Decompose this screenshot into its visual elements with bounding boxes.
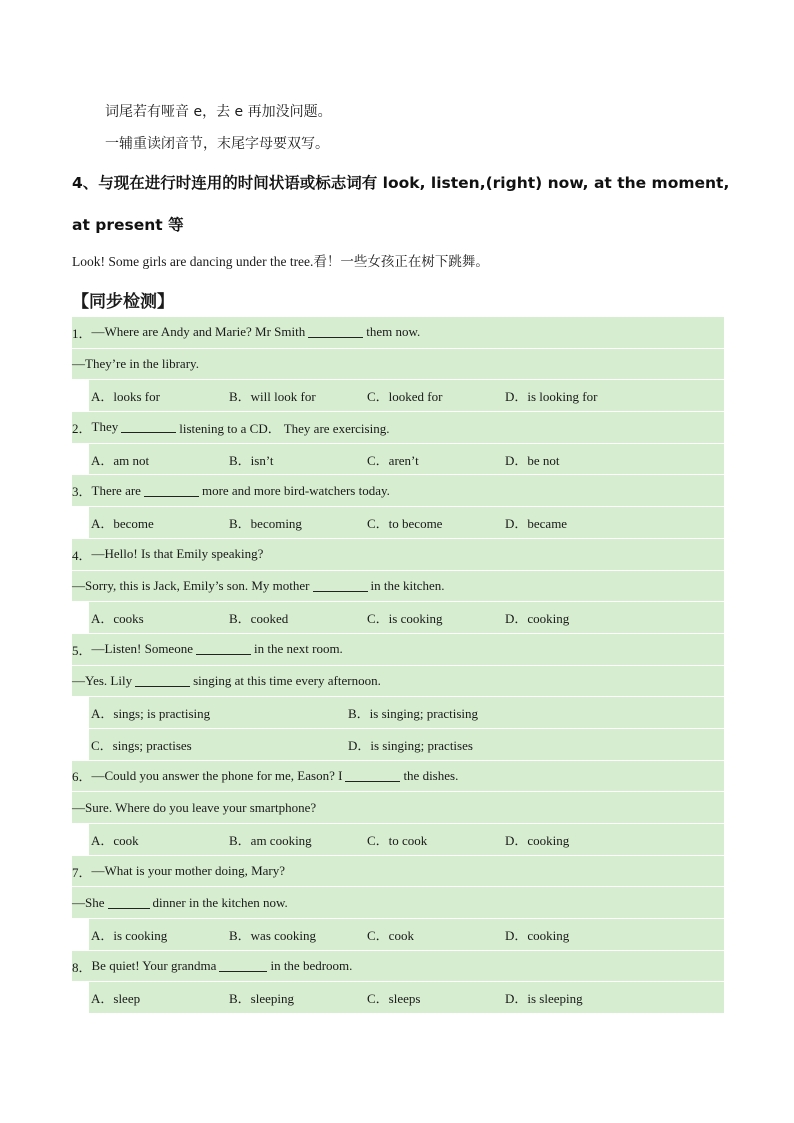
question-1-line-1 bbox=[72, 317, 724, 349]
answer-option[interactable]: A．sings; is practising bbox=[91, 706, 211, 722]
question-text: Be quiet! Your grandma bbox=[91, 958, 217, 974]
answer-option[interactable]: D．be not bbox=[505, 452, 560, 468]
question-text: singing at this time every afternoon. bbox=[193, 672, 381, 688]
answer-blank[interactable] bbox=[313, 580, 368, 592]
answer-option[interactable]: C．aren’t bbox=[367, 452, 419, 468]
answer-option[interactable]: C．is cooking bbox=[367, 611, 443, 627]
answer-option[interactable]: A．looks for bbox=[91, 389, 160, 405]
question-text: They bbox=[91, 419, 119, 435]
answer-option[interactable]: C．cook bbox=[367, 927, 414, 943]
answer-option[interactable]: A．am not bbox=[91, 452, 150, 468]
question-text: —Sorry, this is Jack, Emily’s son. My mother bbox=[72, 577, 310, 593]
answer-option[interactable]: A．cook bbox=[91, 832, 139, 848]
answer-blank[interactable] bbox=[144, 485, 199, 497]
answer-option[interactable]: A．become bbox=[91, 515, 154, 531]
question-text: more and more bird-watchers today. bbox=[201, 482, 390, 498]
example-chinese: 看！一些女孩正在树下跳舞。 bbox=[313, 254, 489, 270]
answer-blank[interactable] bbox=[108, 897, 150, 909]
rule-line-1: 4、与现在进行时连用的时间状语或标志词有 look, listen,(right) now, at the moment, bbox=[72, 174, 730, 192]
question-8-line-1 bbox=[72, 951, 724, 983]
answer-option[interactable]: D．is singing; practises bbox=[348, 737, 473, 753]
question-7-line-2 bbox=[72, 887, 724, 919]
question-7-options bbox=[89, 919, 724, 951]
question-text: in the kitchen. bbox=[370, 577, 445, 593]
question-5-line-2 bbox=[72, 666, 724, 698]
question-4-line-2 bbox=[72, 571, 724, 603]
question-number: 8． bbox=[72, 959, 92, 975]
question-text: —Where are Andy and Marie? Mr Smith bbox=[91, 324, 306, 340]
question-4-line-1 bbox=[72, 539, 724, 571]
question-7-line-1 bbox=[72, 856, 724, 888]
answer-option[interactable]: D．cooking bbox=[505, 832, 570, 848]
quiz-list bbox=[72, 317, 724, 1014]
question-text: —Sure. Where do you leave your smartphone? bbox=[72, 799, 317, 815]
answer-option[interactable]: D．is sleeping bbox=[505, 991, 583, 1007]
answer-option[interactable]: B．sleeping bbox=[229, 991, 294, 1007]
question-number: 2． bbox=[72, 420, 92, 436]
tip-line-2: 一辅重读闭音节，末尾字母要双写。 bbox=[105, 136, 329, 152]
answer-option[interactable]: C．to cook bbox=[367, 832, 428, 848]
question-number: 5． bbox=[72, 642, 92, 658]
question-6-line-2 bbox=[72, 792, 724, 824]
question-text: —She bbox=[72, 894, 105, 910]
question-text: dinner in the kitchen now. bbox=[152, 894, 288, 910]
question-2-options bbox=[89, 444, 724, 476]
question-text: them now. bbox=[366, 324, 421, 340]
question-text: listening to a CD． They are exercising. bbox=[179, 420, 390, 436]
question-text: in the next room. bbox=[253, 641, 343, 657]
answer-option[interactable]: B．was cooking bbox=[229, 927, 317, 943]
answer-option[interactable]: A．is cooking bbox=[91, 927, 168, 943]
answer-option[interactable]: D．became bbox=[505, 515, 568, 531]
answer-option[interactable]: C．looked for bbox=[367, 389, 443, 405]
answer-option[interactable]: D．is looking for bbox=[505, 389, 598, 405]
question-5-line-1 bbox=[72, 634, 724, 666]
question-2-line-1 bbox=[72, 412, 724, 444]
question-number: 3． bbox=[72, 484, 92, 500]
section-title: 【同步检测】 bbox=[72, 292, 174, 312]
question-text: There are bbox=[91, 482, 141, 498]
answer-option[interactable]: D．cooking bbox=[505, 611, 570, 627]
answer-option[interactable]: B．is singing; practising bbox=[348, 706, 479, 722]
answer-option[interactable]: B．will look for bbox=[229, 389, 316, 405]
question-text: the dishes. bbox=[403, 767, 459, 783]
question-4-options bbox=[89, 602, 724, 634]
answer-option[interactable]: D．cooking bbox=[505, 927, 570, 943]
answer-option[interactable]: C．sings; practises bbox=[91, 737, 192, 753]
question-text: —Hello! Is that Emily speaking? bbox=[91, 546, 264, 562]
question-6-line-1 bbox=[72, 761, 724, 793]
question-6-options bbox=[89, 824, 724, 856]
answer-option[interactable]: B．am cooking bbox=[229, 832, 312, 848]
question-number: 1． bbox=[72, 325, 92, 341]
question-5-options bbox=[89, 697, 724, 729]
answer-option[interactable]: B．cooked bbox=[229, 611, 289, 627]
answer-option[interactable]: A．sleep bbox=[91, 991, 141, 1007]
answer-blank[interactable] bbox=[308, 326, 363, 338]
example-sentence bbox=[72, 250, 489, 270]
tip-line-1: 词尾若有哑音 e，去 e 再加没问题。 bbox=[105, 104, 332, 120]
example-english: Look! Some girls are dancing under the tree. bbox=[72, 254, 314, 269]
rule-line-2: at present 等 bbox=[72, 216, 184, 234]
question-number: 6． bbox=[72, 769, 92, 785]
answer-blank[interactable] bbox=[219, 960, 267, 972]
question-number: 7． bbox=[72, 864, 92, 880]
question-text: —Yes. Lily bbox=[72, 672, 133, 688]
question-1-options bbox=[89, 380, 724, 412]
question-5-options bbox=[89, 729, 724, 761]
question-text: —They’re in the library. bbox=[72, 356, 199, 372]
question-text: —What is your mother doing, Mary? bbox=[91, 863, 286, 879]
question-3-line-1 bbox=[72, 475, 724, 507]
question-1-line-2 bbox=[72, 349, 724, 381]
question-3-options bbox=[89, 507, 724, 539]
question-8-options bbox=[89, 982, 724, 1014]
answer-blank[interactable] bbox=[135, 675, 190, 687]
answer-option[interactable]: C．sleeps bbox=[367, 991, 421, 1007]
answer-option[interactable]: B．isn’t bbox=[229, 452, 274, 468]
question-number: 4． bbox=[72, 547, 92, 563]
answer-blank[interactable] bbox=[196, 643, 251, 655]
answer-option[interactable]: A．cooks bbox=[91, 611, 144, 627]
answer-blank[interactable] bbox=[345, 770, 400, 782]
answer-blank[interactable] bbox=[121, 421, 176, 433]
question-text: in the bedroom. bbox=[270, 958, 353, 974]
answer-option[interactable]: C．to become bbox=[367, 515, 443, 531]
answer-option[interactable]: B．becoming bbox=[229, 515, 302, 531]
question-text: —Listen! Someone bbox=[91, 641, 193, 657]
question-text: —Could you answer the phone for me, Eason? I bbox=[91, 767, 343, 783]
